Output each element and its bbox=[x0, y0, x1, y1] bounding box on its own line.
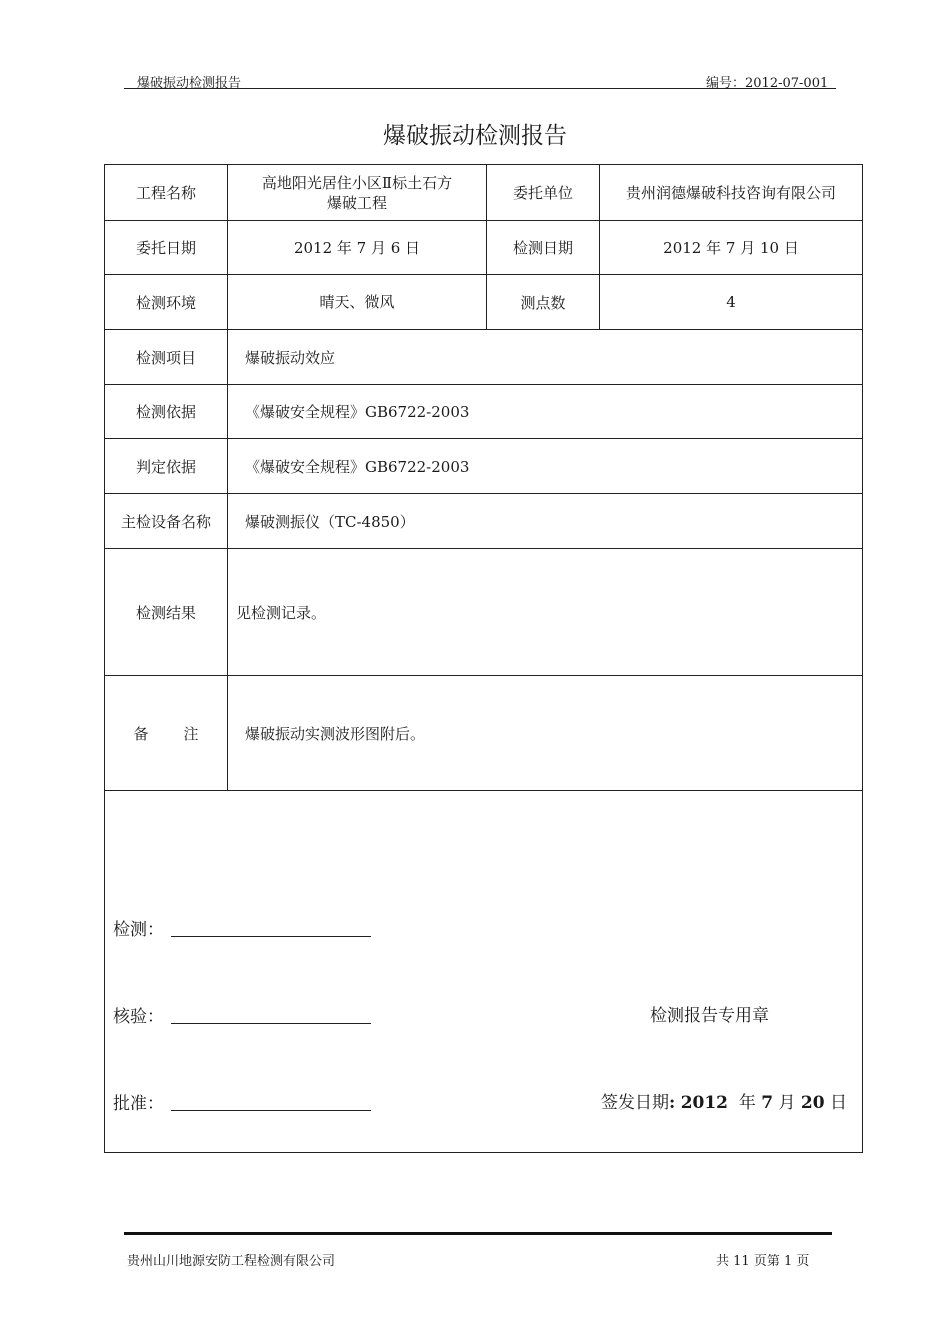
judgement-basis-value: 《爆破安全规程》GB6722-2003 bbox=[228, 439, 863, 494]
test-basis-value: 《爆破安全规程》GB6722-2003 bbox=[228, 385, 863, 439]
table-row bbox=[105, 439, 863, 494]
environment-value: 晴天、微风 bbox=[228, 275, 487, 330]
environment-label: 检测环境 bbox=[105, 275, 228, 330]
page-end-label: 页 bbox=[796, 1254, 810, 1269]
client-label: 委托单位 bbox=[487, 165, 600, 221]
test-result-value: 见检测记录。 bbox=[228, 549, 863, 676]
remark-label-char-2: 注 bbox=[183, 724, 199, 743]
table-row bbox=[105, 330, 863, 385]
table-row bbox=[105, 549, 863, 676]
issue-date bbox=[601, 1088, 847, 1113]
page-current: 1 bbox=[784, 1254, 793, 1269]
page-title: 爆破振动检测报告 bbox=[383, 123, 567, 149]
client-value: 贵州润德爆破科技咨询有限公司 bbox=[600, 165, 863, 221]
page-total-label: 共 bbox=[716, 1254, 730, 1269]
issue-day: 20 bbox=[800, 1093, 825, 1113]
equipment-label: 主检设备名称 bbox=[105, 494, 228, 549]
test-item-value: 爆破振动效应 bbox=[228, 330, 863, 385]
doc-number-label: 编号： bbox=[706, 76, 746, 91]
footer-divider bbox=[124, 1232, 832, 1235]
issue-date-colon: : bbox=[669, 1093, 676, 1113]
commission-date-value: 2012 年 7 月 6 日 bbox=[228, 221, 487, 275]
report-stamp-text: 检测报告专用章 bbox=[650, 1006, 769, 1026]
issue-month-unit: 月 bbox=[778, 1093, 796, 1113]
approver-label: 批准： bbox=[113, 1094, 164, 1114]
test-date-value: 2012 年 7 月 10 日 bbox=[600, 221, 863, 275]
page-total: 11 bbox=[733, 1254, 750, 1269]
issue-year: 2012 bbox=[680, 1093, 729, 1113]
approver-signature-line[interactable] bbox=[171, 1110, 371, 1111]
tester-signature-line[interactable] bbox=[171, 936, 371, 937]
commission-date-label: 委托日期 bbox=[105, 221, 228, 275]
test-basis-label: 检测依据 bbox=[105, 385, 228, 439]
project-name-value bbox=[228, 165, 487, 221]
project-name-line-1: 高地阳光居住小区Ⅱ标土石方 bbox=[261, 173, 453, 192]
page-counter bbox=[716, 1250, 809, 1269]
table-row bbox=[105, 165, 863, 221]
doc-number-value: 2012-07-001 bbox=[745, 76, 829, 91]
header-doc-name: 爆破振动检测报告 bbox=[137, 76, 242, 91]
test-item-label: 检测项目 bbox=[105, 330, 228, 385]
project-name-label: 工程名称 bbox=[105, 165, 228, 221]
test-date-label: 检测日期 bbox=[487, 221, 600, 275]
points-label: 测点数 bbox=[487, 275, 600, 330]
table-row bbox=[105, 275, 863, 330]
judgement-basis-label: 判定依据 bbox=[105, 439, 228, 494]
verifier-label: 核验： bbox=[113, 1007, 164, 1027]
table-row bbox=[105, 494, 863, 549]
issue-month: 7 bbox=[761, 1093, 774, 1113]
table-row bbox=[105, 221, 863, 275]
test-result-label: 检测结果 bbox=[105, 549, 228, 676]
remark-label bbox=[105, 676, 228, 791]
project-name-line-2: 爆破工程 bbox=[326, 193, 387, 212]
equipment-value: 爆破测振仪（TC-4850） bbox=[228, 494, 863, 549]
remark-label-char-1: 备 bbox=[133, 724, 149, 743]
page-mid-label: 页第 bbox=[753, 1254, 780, 1269]
table-row bbox=[105, 676, 863, 791]
verifier-signature-line[interactable] bbox=[171, 1023, 371, 1024]
remark-value: 爆破振动实测波形图附后。 bbox=[228, 676, 863, 791]
footer-company: 贵州山川地源安防工程检测有限公司 bbox=[127, 1254, 336, 1269]
issue-date-label: 签发日期 bbox=[601, 1093, 669, 1113]
issue-day-unit: 日 bbox=[829, 1093, 847, 1113]
tester-label: 检测： bbox=[113, 920, 164, 940]
header-divider bbox=[124, 88, 836, 89]
table-row bbox=[105, 385, 863, 439]
issue-year-unit: 年 bbox=[738, 1093, 756, 1113]
points-value: 4 bbox=[600, 275, 863, 330]
